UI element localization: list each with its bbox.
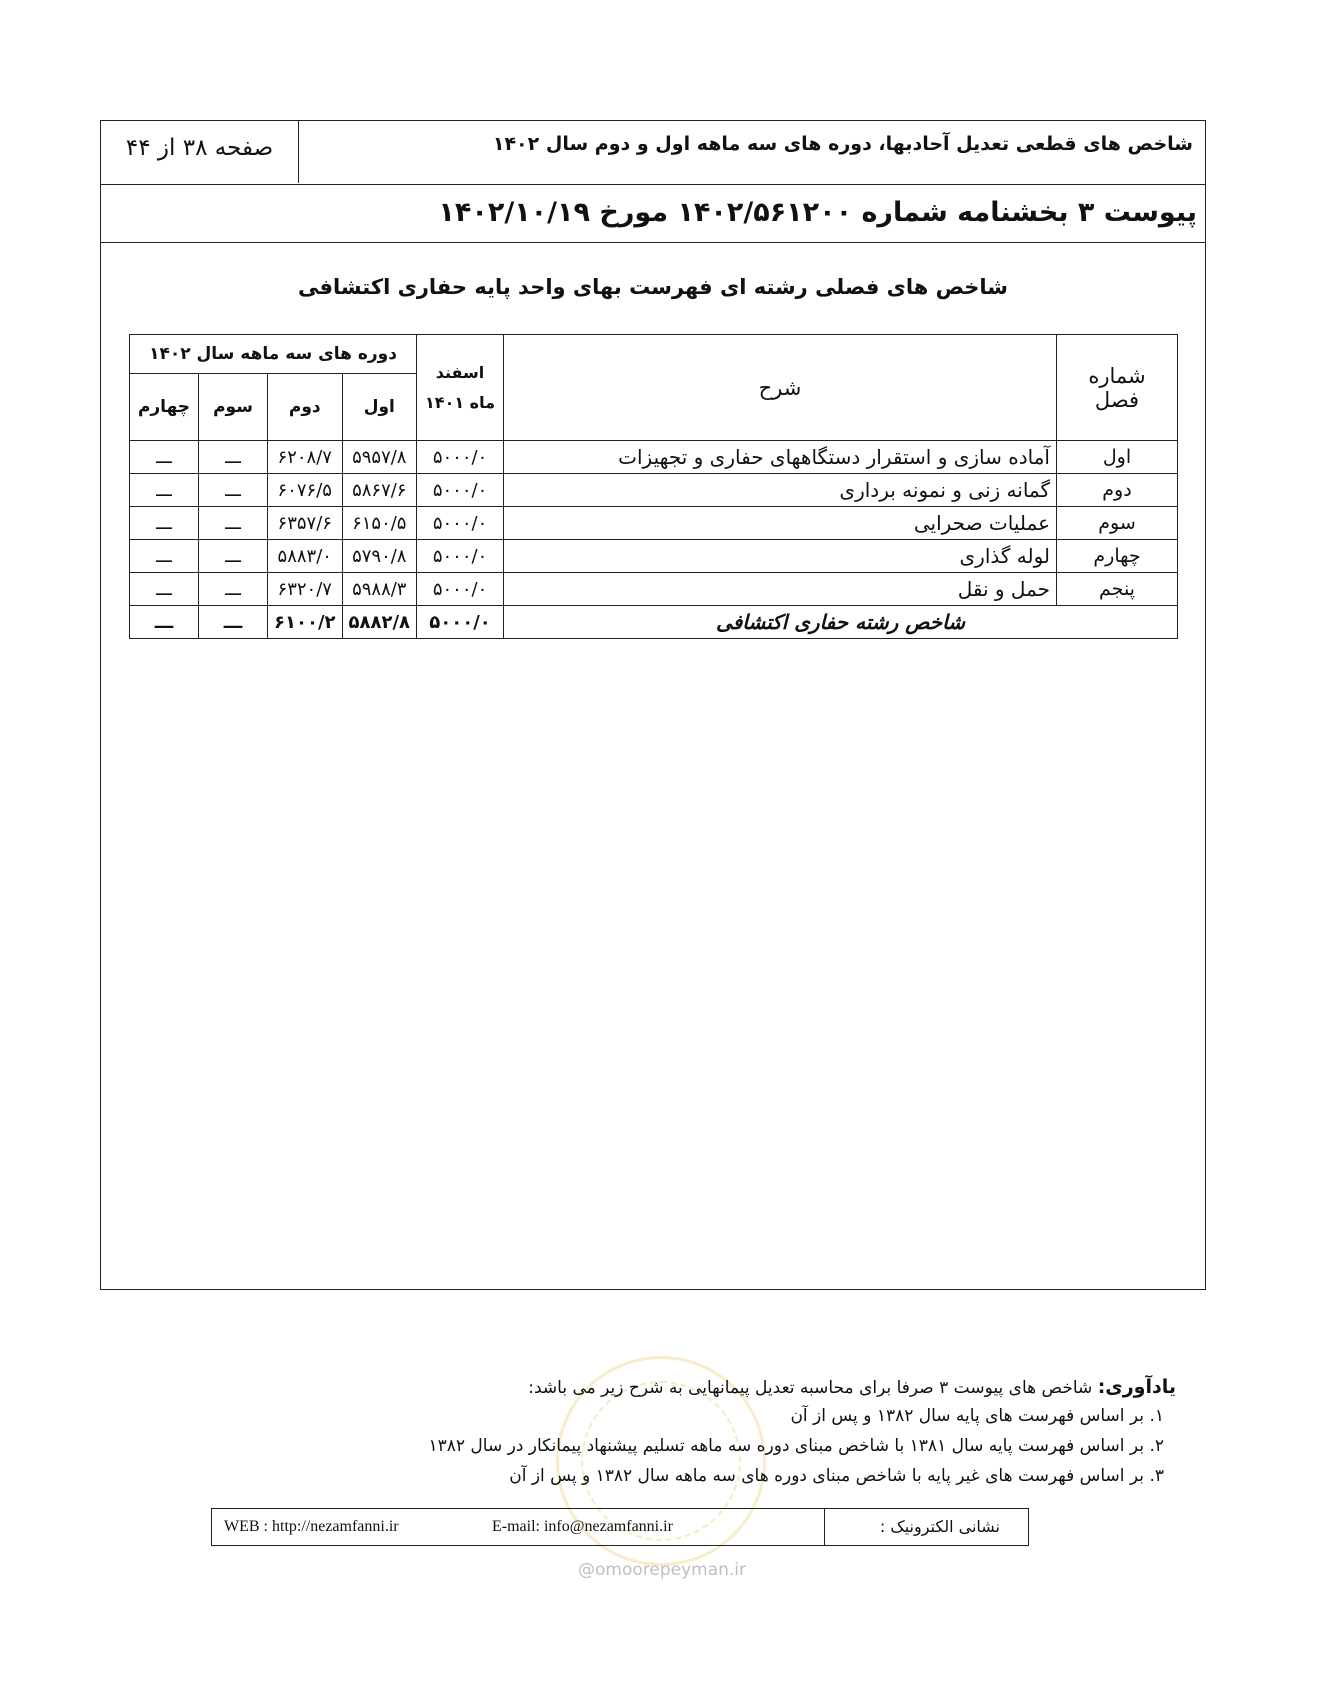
cell-chapter: دوم xyxy=(1057,474,1178,507)
cell-q3: ـــ xyxy=(199,441,268,474)
note-label: یادآوری: xyxy=(1097,1376,1176,1398)
header-quarter-4: چهارم xyxy=(130,374,199,441)
cell-q2: ۶۳۵۷/۶ xyxy=(268,507,343,540)
cell-total-q2: ۶۱۰۰/۲ xyxy=(268,606,343,639)
table-title: شاخص های فصلی رشته ای فهرست بهای واحد پایه حفاری اکتشافی xyxy=(298,275,1008,299)
cell-description: عملیات صحرایی xyxy=(504,507,1057,540)
note-intro: شاخص های پیوست ۳ صرفا برای محاسبه تعدیل پیمانهایی به شرح زیر می باشد: xyxy=(528,1378,1093,1398)
cell-chapter: سوم xyxy=(1057,507,1178,540)
cell-total-q1: ۵۸۸۲/۸ xyxy=(342,606,417,639)
document-frame xyxy=(100,120,1206,1290)
cell-q1: ۶۱۵۰/۵ xyxy=(342,507,417,540)
cell-q4: ـــ xyxy=(130,507,199,540)
cell-q4: ـــ xyxy=(130,441,199,474)
header-quarter-2: دوم xyxy=(268,374,343,441)
cell-description: گمانه زنی و نمونه برداری xyxy=(504,474,1057,507)
cell-description: آماده سازی و استقرار دستگاههای حفاری و تجهیزات xyxy=(504,441,1057,474)
document-title: شاخص های قطعی تعدیل آحادبها، دوره های سه ماهه اول و دوم سال ۱۴۰۲ xyxy=(492,133,1193,155)
cell-q4: ـــ xyxy=(130,573,199,606)
cell-esfand: ۵۰۰۰/۰ xyxy=(417,507,504,540)
cell-q4: ـــ xyxy=(130,474,199,507)
table-row xyxy=(130,573,1178,606)
cell-q1: ۵۹۸۸/۳ xyxy=(342,573,417,606)
cell-q3: ـــ xyxy=(199,474,268,507)
header-esfand: اسفند ماه ۱۴۰۱ xyxy=(417,335,504,441)
cell-description: لوله گذاری xyxy=(504,540,1057,573)
index-table xyxy=(129,334,1178,639)
note-item: ۱. بر اساس فهرست های پایه سال ۱۳۸۲ و پس از آن xyxy=(790,1406,1164,1426)
cell-esfand: ۵۰۰۰/۰ xyxy=(417,474,504,507)
note-intro-line xyxy=(528,1376,1176,1398)
website-link[interactable]: WEB : http://nezamfanni.ir xyxy=(224,1518,399,1535)
header-quarter-1: اول xyxy=(342,374,417,441)
cell-q3: ـــ xyxy=(199,507,268,540)
page-number: صفحه ۳۸ از ۴۴ xyxy=(125,135,274,161)
cell-q2: ۶۲۰۸/۷ xyxy=(268,441,343,474)
circular-row xyxy=(101,185,1205,243)
cell-total-q3: ـــ xyxy=(199,606,268,639)
table-row xyxy=(130,507,1178,540)
table-row xyxy=(130,441,1178,474)
header-quarter-3: سوم xyxy=(199,374,268,441)
watermark-text: @omoorepeyman.ir xyxy=(577,1560,747,1580)
contact-label: نشانی الکترونیک : xyxy=(824,1509,1028,1545)
cell-q2: ۶۳۲۰/۷ xyxy=(268,573,343,606)
cell-q2: ۵۸۸۳/۰ xyxy=(268,540,343,573)
cell-q1: ۵۸۶۷/۶ xyxy=(342,474,417,507)
header-description: شرح xyxy=(504,335,1057,441)
table-total-row xyxy=(130,606,1178,639)
cell-q3: ـــ xyxy=(199,573,268,606)
cell-description: حمل و نقل xyxy=(504,573,1057,606)
cell-esfand: ۵۰۰۰/۰ xyxy=(417,441,504,474)
note-item: ۲. بر اساس فهرست پایه سال ۱۳۸۱ با شاخص مبنای دوره سه ماهه تسلیم پیشنهاد پیمانکار در سال ۱۳۸۲ xyxy=(428,1436,1164,1456)
cell-q2: ۶۰۷۶/۵ xyxy=(268,474,343,507)
circular-reference: پیوست ۳ بخشنامه شماره ۱۴۰۲/۵۶۱۲۰۰ مورخ ۱۴۰۲/۱۰/۱۹ xyxy=(438,197,1197,228)
cell-q1: ۵۷۹۰/۸ xyxy=(342,540,417,573)
cell-chapter: پنجم xyxy=(1057,573,1178,606)
cell-total-description: شاخص رشته حفاری اکتشافی xyxy=(504,606,1178,639)
cell-esfand: ۵۰۰۰/۰ xyxy=(417,573,504,606)
cell-q1: ۵۹۵۷/۸ xyxy=(342,441,417,474)
cell-total-q4: ـــ xyxy=(130,606,199,639)
cell-esfand: ۵۰۰۰/۰ xyxy=(417,540,504,573)
page-number-box xyxy=(101,121,299,183)
cell-q4: ـــ xyxy=(130,540,199,573)
table-row xyxy=(130,540,1178,573)
cell-chapter: چهارم xyxy=(1057,540,1178,573)
email-link[interactable]: E-mail: info@nezamfanni.ir xyxy=(492,1518,673,1535)
contact-box xyxy=(211,1508,1029,1546)
cell-total-esfand: ۵۰۰۰/۰ xyxy=(417,606,504,639)
header-quarterly-periods: دوره های سه ماهه سال ۱۴۰۲ xyxy=(130,335,417,374)
cell-q3: ـــ xyxy=(199,540,268,573)
header-row xyxy=(101,121,1205,185)
note-item: ۳. بر اساس فهرست های غیر پایه با شاخص مبنای دوره های سه ماهه سال ۱۳۸۲ و پس از آن xyxy=(509,1466,1164,1486)
cell-chapter: اول xyxy=(1057,441,1178,474)
header-chapter: شماره فصل xyxy=(1057,335,1178,441)
table-row xyxy=(130,474,1178,507)
